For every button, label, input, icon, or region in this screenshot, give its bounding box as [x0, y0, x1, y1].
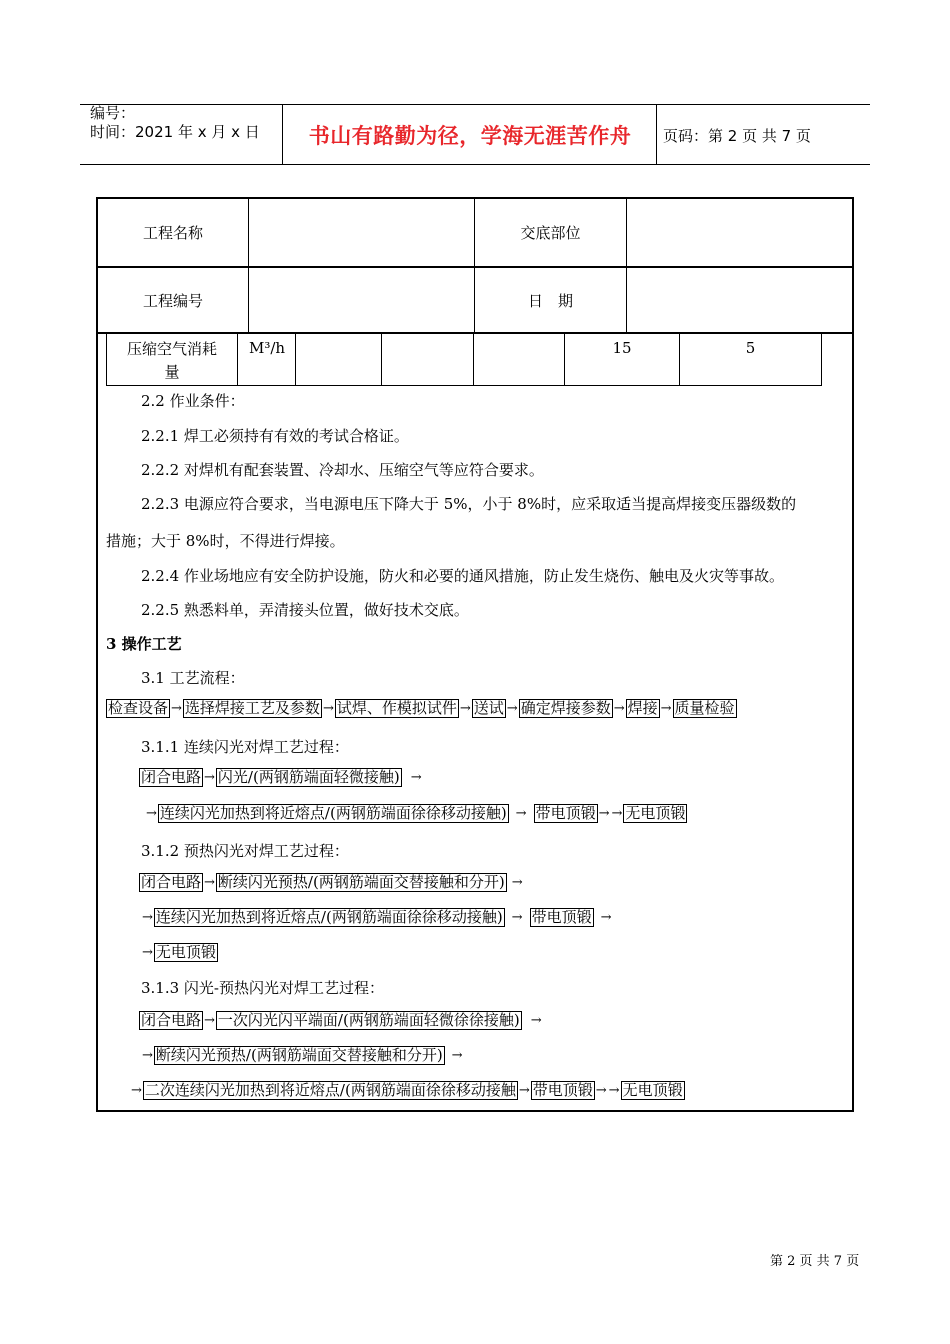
process-flow-3-1-2-b [141, 908, 613, 927]
header-bottom-rule [80, 164, 870, 165]
flow-step: 无电顶锻 [155, 943, 216, 961]
arrow-icon: → [146, 806, 157, 821]
flow-step: 闭合电路 [141, 768, 202, 786]
flow-step: 二次连续闪光加热到将近熔点/(两钢筋端面徐徐移动接触 [144, 1081, 516, 1099]
process-flow-main [106, 699, 737, 718]
arrow-icon: → [204, 770, 215, 785]
arrow-icon: → [518, 1083, 530, 1098]
arrow-icon: → [511, 910, 523, 925]
flow-step: 无电顶锻 [622, 1081, 683, 1099]
project-no-value[interactable] [249, 268, 474, 332]
arrow-icon: → [142, 945, 153, 960]
disclosure-part-value[interactable] [627, 199, 852, 266]
header-divider [282, 104, 283, 165]
date-value[interactable] [627, 268, 852, 332]
process-flow-3-1-3-a [139, 1011, 543, 1030]
section-2-2-3: 2.2.3 电源应符合要求，当电源电压下降大于 5%，小于 8%时，应采取适当提高焊接变压器级数的 [141, 495, 797, 513]
flow-step: 断续闪光预热/(两钢筋端面交替接触和分开) [155, 1046, 443, 1064]
process-flow-3-1-2-c [141, 943, 218, 962]
flow-step: 断续闪光预热/(两钢筋端面交替接触和分开) [217, 873, 505, 891]
flow-step: 无电顶锻 [625, 804, 686, 822]
flow-step: 检查设备 [108, 699, 169, 717]
flow-step: 连续闪光加热到将近熔点/(两钢筋端面徐徐移动接触) [159, 804, 507, 822]
process-flow-3-1-3-b [141, 1046, 464, 1065]
page-footer: 第 2 页 共 7 页 [770, 1254, 860, 1269]
section-3-1-1: 3.1.1 连续闪光对焊工艺过程： [141, 738, 349, 756]
flow-step: 试焊、作模拟试件 [336, 699, 457, 717]
arrow-icon: → [204, 1013, 215, 1028]
param-value: 5 [745, 339, 756, 357]
section-3-1-3: 3.1.3 闪光-预热闪光对焊工艺过程： [141, 979, 385, 997]
flow-step: 选择焊接工艺及参数 [184, 699, 320, 717]
document-number-label: 编号： [90, 104, 136, 122]
arrow-icon: → [131, 1083, 142, 1098]
arrow-icon: → [595, 1083, 607, 1098]
param-name-line: 量 [164, 363, 180, 381]
project-no-label: 工程编号 [142, 291, 203, 310]
section-2-2-5: 2.2.5 熟悉料单，弄清接头位置，做好技术交底。 [141, 601, 469, 619]
process-flow-3-1-3-c [130, 1081, 685, 1100]
flow-step: 带电顶锻 [531, 908, 592, 926]
arrow-icon: → [451, 1048, 463, 1063]
arrow-icon: → [600, 910, 612, 925]
header-divider [656, 104, 657, 165]
section-2-2: 2.2 作业条件： [141, 392, 245, 410]
date-label: 日 期 [527, 291, 573, 310]
flow-step: 质量检验 [674, 699, 735, 717]
section-3-1-2: 3.1.2 预热闪光对焊工艺过程： [141, 842, 349, 860]
arrow-icon: → [611, 806, 623, 821]
flow-step: 闭合电路 [141, 873, 202, 891]
project-name-label: 工程名称 [142, 224, 203, 242]
param-name-line: 压缩空气消耗 [126, 340, 217, 358]
section-2-2-1: 2.2.1 焊工必须持有有效的考试合格证。 [141, 427, 409, 445]
header-meta [90, 104, 260, 142]
section-2-2-3-cont: 措施；大于 8%时，不得进行焊接。 [106, 532, 345, 550]
param-divider [381, 334, 382, 386]
flow-step: 焊接 [627, 699, 658, 717]
header-page-info: 页码：第 2 页 共 7 页 [663, 127, 811, 145]
flow-step: 连续闪光加热到将近熔点/(两钢筋端面徐徐移动接触) [155, 908, 503, 926]
project-name-value[interactable] [249, 199, 474, 266]
arrow-icon: → [142, 910, 153, 925]
param-unit: M³/h [249, 339, 286, 357]
flow-step: 送试 [473, 699, 504, 717]
arrow-icon: → [530, 1013, 542, 1028]
arrow-icon: → [598, 806, 610, 821]
arrow-icon: → [459, 701, 471, 716]
disclosure-part-label: 交底部位 [520, 224, 581, 242]
process-flow-3-1-1-a [139, 768, 423, 787]
document-date: 时间：2021 年 x 月 x 日 [90, 123, 260, 141]
process-flow-3-1-1-b [145, 804, 687, 823]
flow-step: 带电顶锻 [535, 804, 596, 822]
arrow-icon: → [608, 1083, 620, 1098]
flow-step: 闪光/(两钢筋端面轻微接触) [217, 768, 400, 786]
arrow-icon: → [142, 1048, 153, 1063]
arrow-icon: → [660, 701, 672, 716]
flow-step: 带电顶锻 [532, 1081, 593, 1099]
process-flow-3-1-2-a [139, 873, 524, 892]
header-motto: 书山有路勤为径，学海无涯苦作舟 [308, 124, 632, 148]
section-2-2-2: 2.2.2 对焊机有配套装置、冷却水、压缩空气等应符合要求。 [141, 461, 544, 479]
section-3-heading: 3 操作工艺 [106, 635, 182, 653]
section-2-2-4: 2.2.4 作业场地应有安全防护设施，防火和必要的通风措施，防止发生烧伤、触电及火灾等事故。 [141, 567, 784, 585]
arrow-icon: → [511, 875, 523, 890]
param-divider [237, 334, 238, 386]
arrow-icon: → [171, 701, 182, 716]
arrow-icon: → [613, 701, 625, 716]
flow-step: 闭合电路 [141, 1011, 202, 1029]
arrow-icon: → [506, 701, 518, 716]
param-divider [295, 334, 296, 386]
param-divider [473, 334, 474, 386]
param-name [107, 338, 237, 384]
flow-step: 一次闪光闪平端面/(两钢筋端面轻微徐徐接触) [217, 1011, 520, 1029]
arrow-icon: → [515, 806, 527, 821]
arrow-icon: → [410, 770, 422, 785]
param-value: 15 [612, 339, 632, 357]
arrow-icon: → [322, 701, 334, 716]
arrow-icon: → [204, 875, 215, 890]
section-3-1: 3.1 工艺流程： [141, 669, 245, 687]
flow-step: 确定焊接参数 [520, 699, 611, 717]
